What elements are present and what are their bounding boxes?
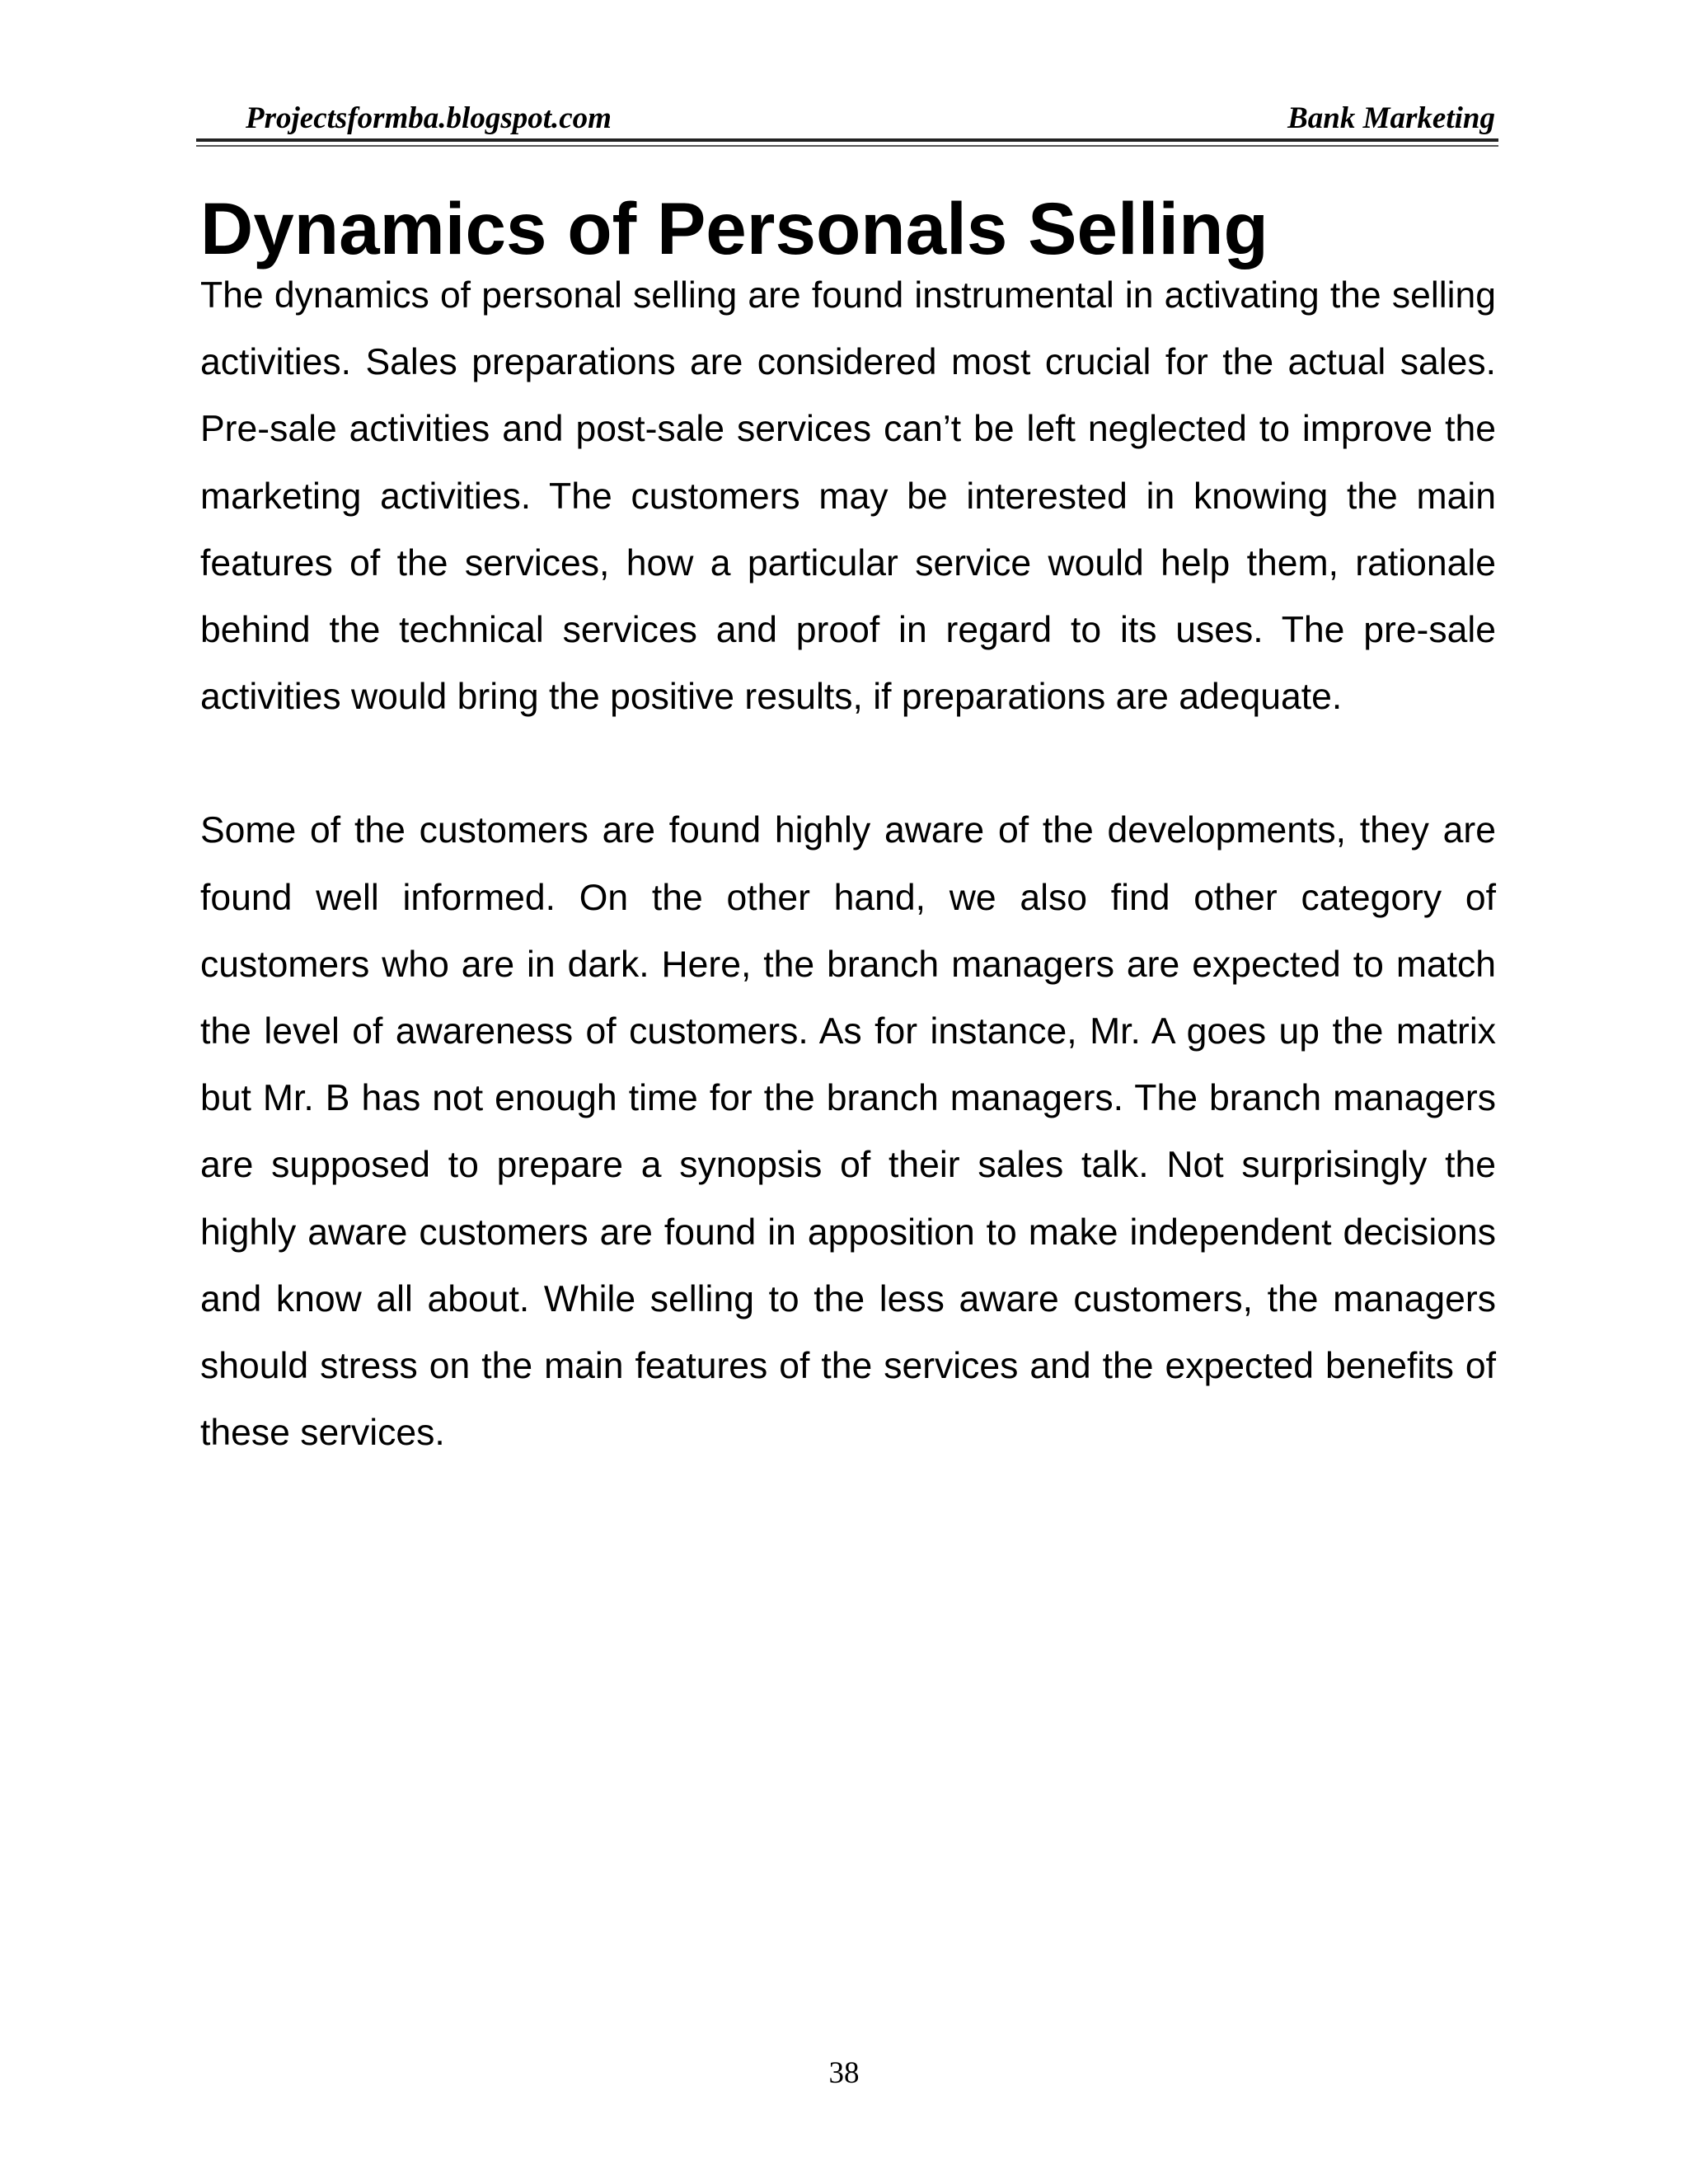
header-rule-thick (196, 138, 1498, 142)
page-number: 38 (828, 2056, 860, 2090)
header-document-title: Bank Marketing (1287, 101, 1495, 135)
page-header (196, 97, 1498, 140)
paragraph-1: The dynamics of personal selling are found instrumental in activating the selling activities. Sales preparations are considered most crucial for the actual sales. Pre-sale activities and post-sale services can’t be left neglected to improve the marketing activities. The customers may be interested in knowing the main features of the services, how a particular service would help them, rationale behind the technical services and proof in regard to its uses. The pre-sale activities would bring the positive results, if preparations are adequate. (200, 275, 1496, 718)
page-body (200, 187, 1496, 1466)
paragraph-2: Some of the customers are found highly aware of the developments, they are found well informed. On the other hand, we also find other category of customers who are in dark. Here, the branch managers are expected to match the level of awareness of customers. As for instance, Mr. A goes up the matrix but Mr. B has not enough time for the branch managers. The branch managers are supposed to prepare a synopsis of their sales talk. Not surprisingly the highly aware customers are found in apposition to make independent decisions and know all about. While selling to the less aware customers, the managers should stress on the main features of the services and the expected benefits of these services. (200, 810, 1496, 1454)
header-site-name: Projectsformba.blogspot.com (246, 101, 612, 135)
section-heading: Dynamics of Personals Selling (200, 187, 1268, 269)
header-rule-thin (196, 145, 1498, 147)
